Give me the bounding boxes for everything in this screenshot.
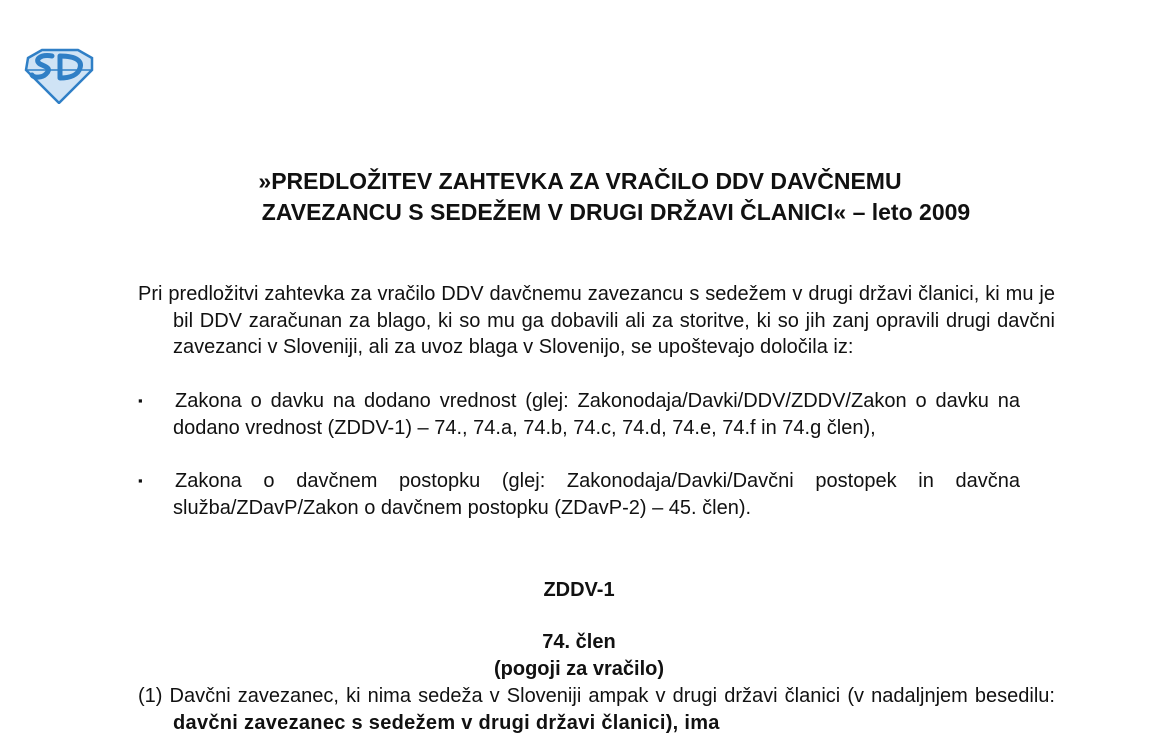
bullet-item — [138, 468, 1020, 521]
paragraph-text: (1) Davčni zavezanec, ki nima sedeža v Sloveniji ampak v drugi državi članici (v nadaljnjem besedilu: — [138, 685, 1055, 707]
intro-paragraph: Pri predložitvi zahtevka za vračilo DDV davčnemu zavezancu s sedežem v drugi državi članici, ki mu je bil DDV zaračunan za blago, ki so mu ga dobavili ali za storitve, ki so jih zanj opravili drugi davčni zavezanci v Sloveniji, ali za uvoz blaga v Slovenijo, se upoštevajo določila iz: — [138, 283, 1055, 358]
document-title-line-1: »PREDLOŽITEV ZAHTEVKA ZA VRAČILO DDV DAVČNEMU — [258, 168, 902, 194]
article-subtitle: (pogoji za vračilo) — [493, 658, 665, 680]
paragraph-bold-text: davčni zavezanec s sedežem v drugi državi članici), ima — [173, 711, 720, 734]
article-heading: 74. člen — [542, 631, 616, 653]
company-logo — [22, 48, 96, 104]
document-title-line-2: ZAVEZANCU S SEDEŽEM V DRUGI DRŽAVI ČLANICI« – leto 2009 — [261, 199, 971, 225]
bullet-marker: ▪ — [138, 393, 143, 408]
bullet-text: Zakona o davku na dodano vrednost (glej: Zakonodaja/Davki/DDV/ZDDV/Zakon o davku na dodano vrednost (ZDDV-1) – 74., 74.a, 74.b, 74.c, 74.d, 74.e, 74.f in 74.g člen), — [173, 390, 1020, 439]
bullet-text: Zakona o davčnem postopku (glej: Zakonodaja/Davki/Davčni postopek in davčna služba/ZDavP/Zakon o davčnem postopku (ZDavP-2) – 45. člen). — [173, 470, 1020, 519]
bullet-marker: ▪ — [138, 473, 143, 488]
law-heading: ZDDV-1 — [543, 579, 615, 601]
article-paragraph-1 — [138, 683, 1055, 736]
bullet-item — [138, 388, 1020, 441]
